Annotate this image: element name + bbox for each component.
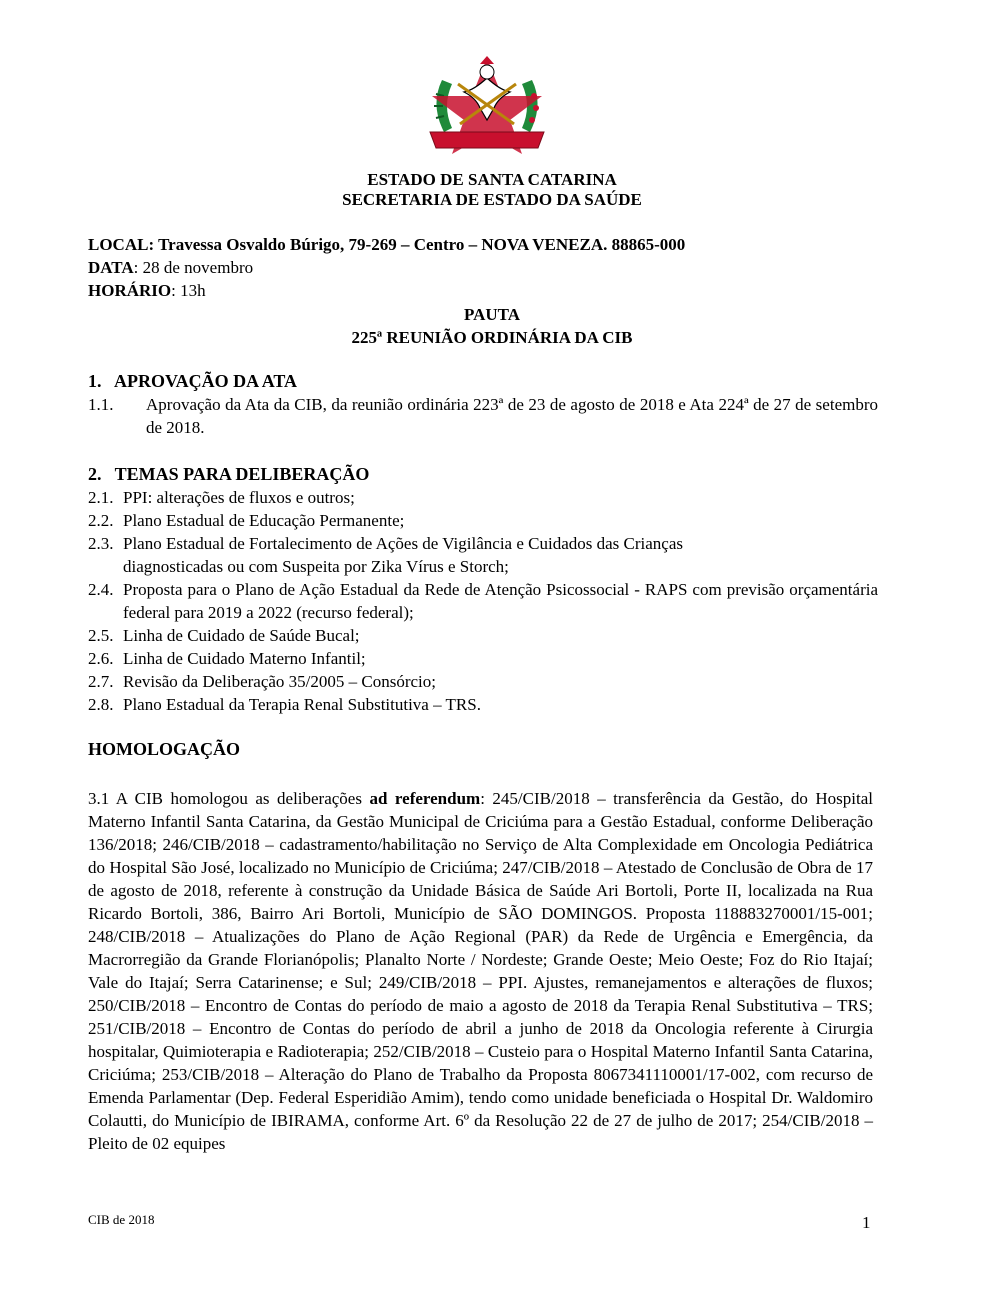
item-text: Linha de Cuidado de Saúde Bucal; xyxy=(123,626,360,645)
list-item xyxy=(88,647,878,670)
pauta-title: PAUTA xyxy=(463,305,521,324)
homologation-paragraph xyxy=(88,787,873,1155)
horario-value: : 13h xyxy=(171,281,206,300)
paragraph-rest: : 245/CIB/2018 – transferência da Gestão, do Hospital Materno Infantil Santa Catarina, da Gestão Municipal de Criciúma para a Gestão Estadual, conforme Deliberação 136/2018; 246/CIB/2018 – cadastramento/habilitação no Serviço de Alta Complexidade em Oncologia Pediátrica do Hospital São José, localizado no Município de Criciúma; 247/CIB/2018 – Atestado de Conclusão de Obra de 17 de agosto de 2018, referente à construção da Unidade Básica de Saúde Ari Bortoli, Porte II, localizada na Rua Ricardo Bortoli, 386, Bairro Ari Bortoli, Município de SÃO DOMINGOS. Proposta 118883270001/15-001; 248/CIB/2018 – Atualizações do Plano de Ação Regional (PAR) da Rede de Urgência e Emergência, da Macrorregião da Grande Florianópolis; Planalto Norte / Nordeste; Grande Oeste; Meio Oeste; Foz do Rio Itajaí; Vale do Itajaí; Serra Catarinense; e Sul; 249/CIB/2018 – PPI. Ajustes, remanejamentos e alterações de fluxos; 250/CIB/2018 – Encontro de Contas do período de maio a agosto de 2018 da Terapia Renal Substitutiva – TRS; 251/CIB/2018 – Encontro de Contas do período de abril a junho de 2018 da Oncologia referente à Cirurgia hospitalar, Quimioterapia e Radioterapia; 252/CIB/2018 – Custeio para o Hospital Materno Infantil Santa Catarina, Criciúma; 253/CIB/2018 – Alteração do Plano de Trabalho da Proposta 8067341110001/17-002, com recurso de Emenda Parlamentar (Dep. Federal Esperidião Amim), tendo como unidade beneficiada o Hospital Dr. Waldomiro Colautti, do Município de IBIRAMA, conforme Art. 6º da Resolução 22 de 27 de julho de 2017; 254/CIB/2018 – Pleito de 02 equipes xyxy=(88,789,873,1153)
local-label: LOCAL: xyxy=(88,235,155,254)
list-item xyxy=(88,532,878,578)
list-item xyxy=(88,578,878,624)
item-text: Revisão da Deliberação 35/2005 – Consórcio; xyxy=(123,672,437,691)
meeting-info xyxy=(88,233,878,302)
item-number: 2.1. xyxy=(88,488,114,507)
item-text: Aprovação da Ata da CIB, da reunião ordinária 223ª de 23 de agosto de 2018 e Ata 224ª de 27 de setembro de 2018. xyxy=(146,395,878,437)
list-item xyxy=(88,486,878,509)
local-line xyxy=(88,233,878,256)
state-coat-of-arms-icon xyxy=(424,50,550,156)
item-number: 2.3. xyxy=(88,534,114,553)
paragraph-bold: ad referendum xyxy=(369,789,481,808)
pauta-heading xyxy=(0,303,984,349)
section-title: 2. TEMAS PARA DELIBERAÇÃO xyxy=(88,464,370,484)
data-label: DATA xyxy=(88,258,134,277)
item-text: Linha de Cuidado Materno Infantil; xyxy=(123,649,366,668)
page-number: 1 xyxy=(862,1213,871,1232)
list-item xyxy=(88,693,878,716)
section-homologation xyxy=(88,738,878,761)
list-item xyxy=(88,624,878,647)
local-value: Travessa Osvaldo Búrigo, 79-269 – Centro – NOVA VENEZA. 88865-000 xyxy=(158,235,686,254)
list-item xyxy=(88,393,878,439)
horario-label: HORÁRIO xyxy=(88,281,172,300)
item-text: Plano Estadual de Educação Permanente; xyxy=(123,511,405,530)
item-number: 2.7. xyxy=(88,672,114,691)
section-title: HOMOLOGAÇÃO xyxy=(88,739,240,759)
list-item xyxy=(88,509,878,532)
header xyxy=(0,170,984,210)
paragraph-start: 3.1 A CIB homologou as deliberações xyxy=(88,789,370,808)
item-text: PPI: alterações de fluxos e outros; xyxy=(123,488,355,507)
section-approval xyxy=(88,370,878,439)
list-item xyxy=(88,670,878,693)
item-number: 1.1. xyxy=(88,395,114,414)
item-number: 2.4. xyxy=(88,580,114,599)
footer-label: CIB de 2018 xyxy=(88,1212,155,1227)
section-title: 1. APROVAÇÃO DA ATA xyxy=(88,371,298,391)
data-value: : 28 de novembro xyxy=(133,258,254,277)
item-text: Plano Estadual da Terapia Renal Substitutiva – TRS. xyxy=(123,695,481,714)
header-secretariat: SECRETARIA DE ESTADO DA SAÚDE xyxy=(342,190,642,209)
item-number: 2.8. xyxy=(88,695,114,714)
header-state: ESTADO DE SANTA CATARINA xyxy=(367,170,617,189)
item-number: 2.2. xyxy=(88,511,114,530)
item-number: 2.6. xyxy=(88,649,114,668)
item-number: 2.5. xyxy=(88,626,114,645)
item-text: Plano Estadual de Fortalecimento de Ações de Vigilância e Cuidados das Crianças diagnosticadas ou com Suspeita por Zika Vírus e Storch; xyxy=(123,534,683,576)
data-line xyxy=(88,256,878,279)
pauta-subtitle: 225ª REUNIÃO ORDINÁRIA DA CIB xyxy=(351,328,633,347)
section-deliberation xyxy=(88,463,878,716)
item-text: Proposta para o Plano de Ação Estadual da Rede de Atenção Psicossocial - RAPS com previsão orçamentária federal para 2019 a 2022 (recurso federal); xyxy=(123,580,878,622)
horario-line xyxy=(88,279,878,302)
